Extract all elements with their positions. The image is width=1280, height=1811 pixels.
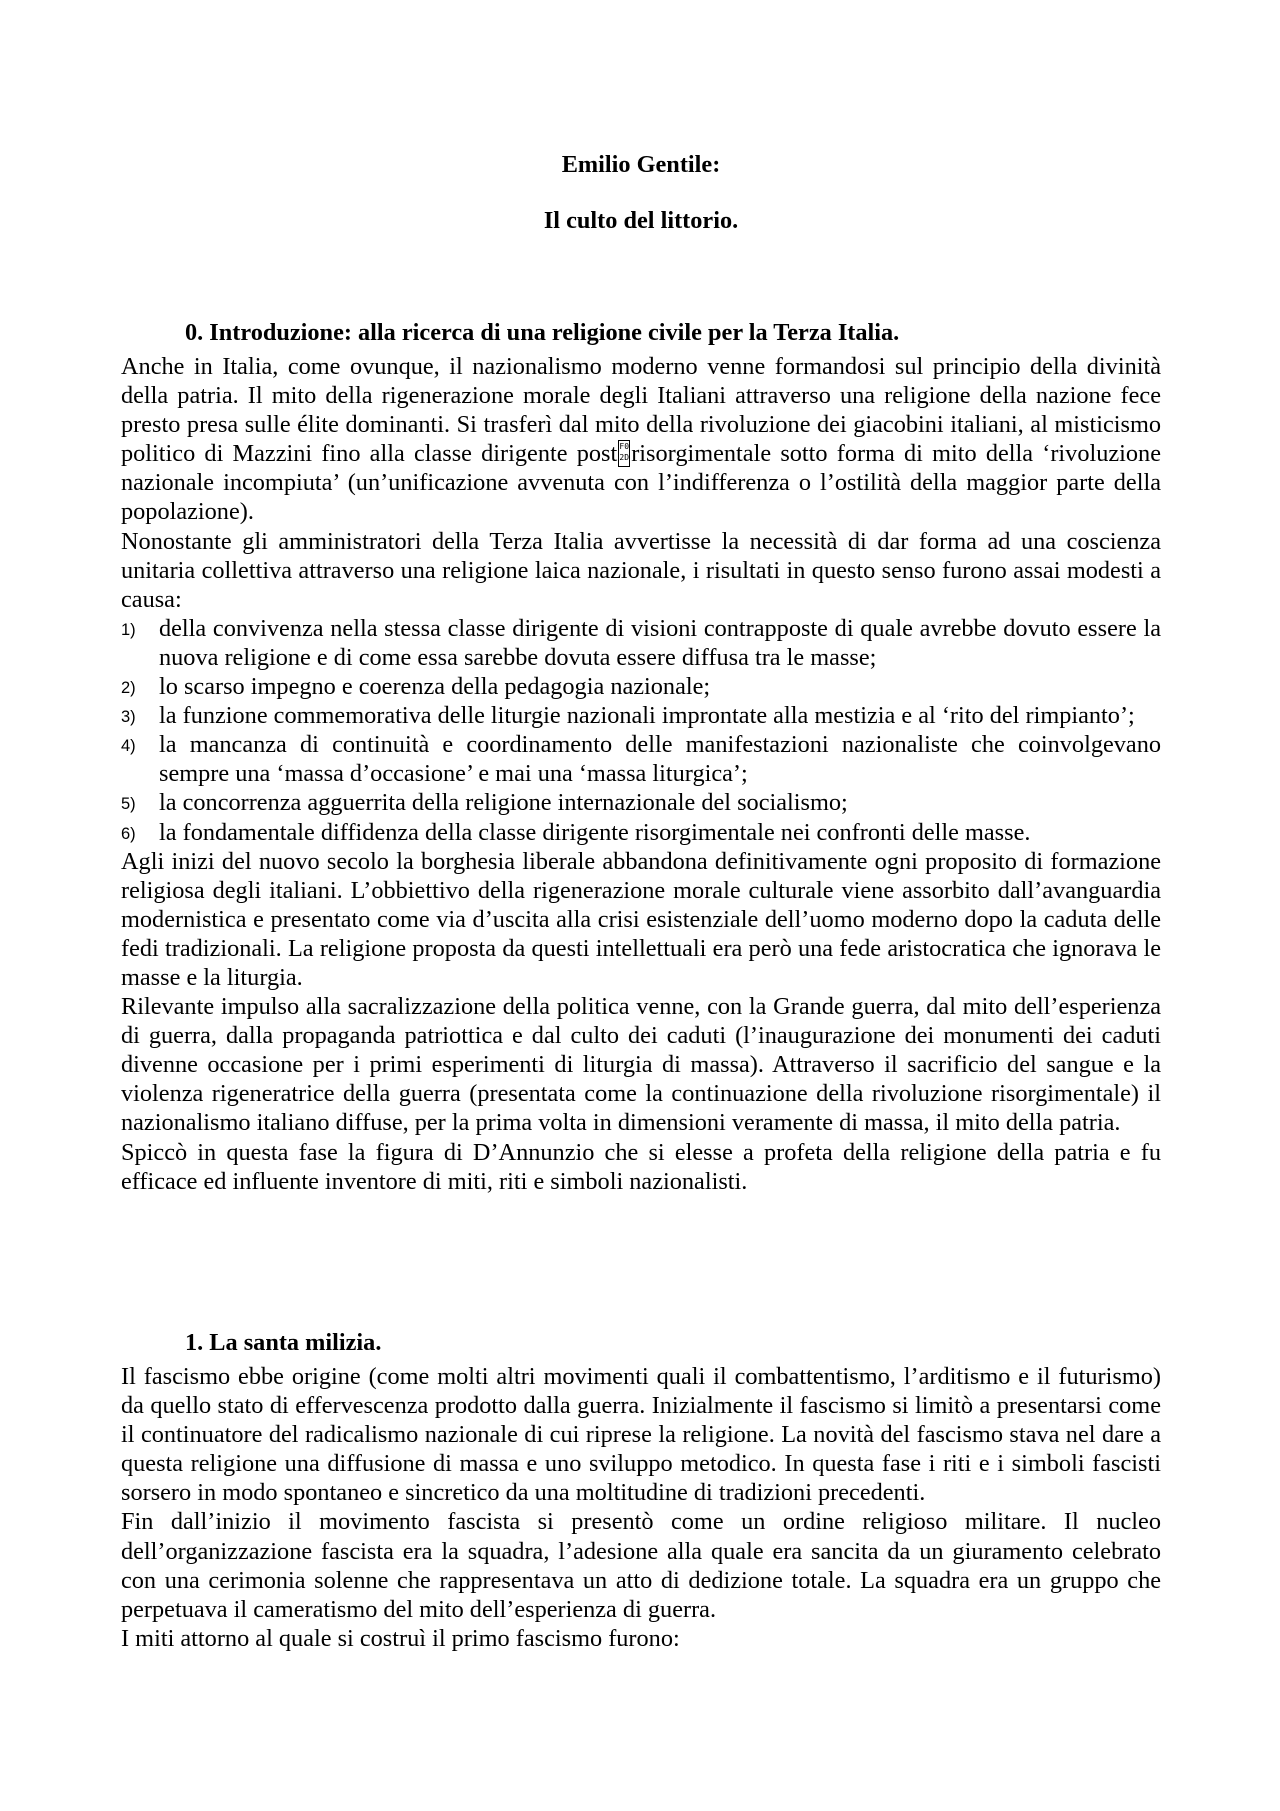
section-0-paragraph-3: Agli inizi del nuovo secolo la borghesia liberale abbandona definitivamente ogni proposito di formazione religiosa degli italiani. L’obbiettivo della rigenerazione morale culturale viene assorbito dall’avanguardia modernistica e presentato come via d’uscita alla crisi esistenziale dell’uomo moderno dopo la caduta delle fedi tradizionali. La religione proposta da questi intellettuali era però una fede aristocratica che ignorava le masse e la liturgia. <box>121 847 1161 991</box>
list-item-text: la mancanza di continuità e coordinamento delle manifestazioni nazionaliste che coinvolgevano sempre una ‘massa d’occasione’ e mai una ‘massa liturgica’; <box>159 731 1161 788</box>
list-item-number: 1) <box>121 620 136 639</box>
section-0-paragraph-4: Rilevante impulso alla sacralizzazione della politica venne, con la Grande guerra, dal mito dell’esperienza di guerra, dalla propaganda patriottica e dal culto dei caduti (l’inaugurazione dei monumenti dei caduti divenne occasione per i primi esperimenti di liturgia di massa). Attraverso il sacrificio del sangue e la violenza rigeneratrice della guerra (presentata come la continuazione della rivoluzione risorgimentale) il nazionalismo italiano diffuse, per la prima volta in dimensioni veramente di massa, il mito della patria. <box>121 993 1161 1137</box>
section-0-paragraph-5: Spiccò in questa fase la figura di D’Annunzio che si elesse a profeta della religione della patria e fu efficace ed influente inventore di miti, riti e simboli nazionalisti. <box>121 1138 1161 1195</box>
list-item-text: la fondamentale diffidenza della classe dirigente risorgimentale nei confronti delle masse. <box>159 818 1031 846</box>
section-0-body <box>121 352 1161 1196</box>
section-0-paragraph-1 <box>121 352 1161 527</box>
list-item-number: 2) <box>121 679 136 698</box>
section-1-paragraph-3: I miti attorno al quale si costruì il primo fascismo furono: <box>121 1624 680 1652</box>
document-title: Emilio Gentile: <box>561 151 721 178</box>
document-subtitle: Il culto del littorio. <box>543 207 739 234</box>
list-item-text: la funzione commemorativa delle liturgie nazionali improntate alla mestizia e al ‘rito del rimpianto’; <box>159 702 1135 730</box>
list-item <box>121 788 1161 817</box>
section-1-paragraph-1: Il fascismo ebbe origine (come molti altri movimenti quali il combattentismo, l’arditismo e il futurismo) da quello stato di effervescenza prodotto dalla guerra. Inizialmente il fascismo si limitò a presentarsi come il continuatore del radicalismo nazionale di cui riprese la religione. La novità del fascismo stava nel dare a questa religione una diffusione di massa e uno sviluppo metodico. In questa fase i riti e i simboli fascisti sorsero in modo spontaneo e sincretico da una moltitudine di tradizioni precedenti. <box>121 1363 1161 1507</box>
list-item-text: lo scarso impegno e coerenza della pedagogia nazionale; <box>159 673 711 701</box>
paragraph-1-text-end: risorgimentale sotto forma di mito della ‘rivoluzione nazionale incompiuta’ (un’unificazione avvenuta con l’indifferenza o l’ostilità della maggior parte della popolazione). <box>121 440 1161 526</box>
list-item <box>121 818 1161 847</box>
section-0-heading: 0. Introduzione: alla ricerca di una religione civile per la Terza Italia. <box>185 319 900 346</box>
missing-glyph-icon: F0 2D <box>618 440 630 467</box>
list-item <box>121 730 1161 788</box>
list-item-number: 6) <box>121 824 136 843</box>
list-item <box>121 701 1161 730</box>
paragraph-1-text-start: Anche in Italia, come ovunque, il nazionalismo moderno venne formandosi sul principio della divinità della patria. Il mito della rigenerazione morale degli Italiani attraverso una religione della nazione fece presto presa sulle élite dominanti. Si trasferì dal mito della rivoluzione dei giacobini italiani, al misticismo politico di Mazzini fino alla classe dirigente post <box>121 353 1161 468</box>
section-0-paragraph-2: Nonostante gli amministratori della Terza Italia avvertisse la necessità di dar forma ad una coscienza unitaria collettiva attraverso una religione laica nazionale, i risultati in questo senso furono assai modesti a causa: <box>121 527 1161 613</box>
section-1-heading: 1. La santa milizia. <box>185 1329 382 1356</box>
section-1-paragraph-2: Fin dall’inizio il movimento fascista si presentò come un ordine religioso militare. Il nucleo dell’organizzazione fascista era la squadra, l’adesione alla quale era sancita da un giuramento celebrato con una cerimonia solenne che rappresentava un atto di dedizione totale. La squadra era un gruppo che perpetuava il cameratismo del mito dell’esperienza di guerra. <box>121 1508 1161 1623</box>
section-1-body <box>121 1362 1161 1653</box>
list-item-number: 3) <box>121 708 136 727</box>
list-item-text: la concorrenza agguerrita della religione internazionale del socialismo; <box>159 789 848 817</box>
causes-list <box>121 614 1161 847</box>
list-item <box>121 614 1161 672</box>
list-item-number: 4) <box>121 737 136 756</box>
list-item-number: 5) <box>121 795 136 814</box>
list-item <box>121 672 1161 701</box>
list-item-text: della convivenza nella stessa classe dirigente di visioni contrapposte di quale avrebbe dovuto essere la nuova religione e di come essa sarebbe dovuta essere diffusa tra le masse; <box>159 614 1161 671</box>
